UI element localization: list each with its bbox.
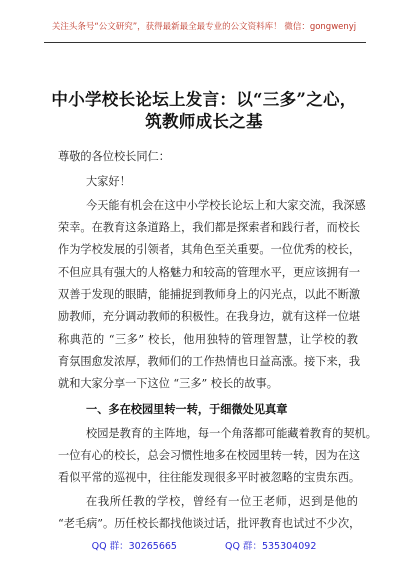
footer-qq-group-1: QQ 群：30265665 xyxy=(91,541,177,552)
salutation: 尊敬的各位校长同仁： xyxy=(58,150,170,163)
paragraph-line: 双善于发现的眼睛，能捕捉到教师身上的闪光点，以此不断激 xyxy=(58,288,361,301)
footer-contact xyxy=(0,538,408,552)
paragraph-line: 一位有心的校长，总会习惯性地多在校园里转一转，因为在这 xyxy=(58,449,361,462)
document-title-line-2: 筑教师成长之基 xyxy=(145,112,263,131)
paragraph-line: “老毛病”。历任校长都找他谈过话，批评教育也试过不少次， xyxy=(58,517,361,530)
paragraph-line: 看似平常的巡视中，往往能发现很多平时被忽略的宝贵东西。 xyxy=(58,471,361,484)
paragraph-line: 在我所任教的学校，曾经有一位王老师，迟到是他的 xyxy=(86,495,358,508)
section-heading: 一、多在校园里转一转，于细微处见真章 xyxy=(86,402,288,416)
paragraph-line: 称典范的 “三多” 校长，他用独特的管理智慧，让学校的教 xyxy=(58,333,358,346)
paragraph-line: 校园是教育的主阵地，每一个角落都可能藏着教育的契机。 xyxy=(86,427,377,440)
paragraph-line: 荣幸。在教育这条道路上，我们都是探索者和践行者，而校长 xyxy=(58,221,361,234)
paragraph-line: 就和大家分享一下这位 “三多” 校长的故事。 xyxy=(58,377,278,390)
paragraph-line: 不但应具有强大的人格魅力和较高的管理水平，更应该拥有一 xyxy=(58,266,361,279)
paragraph-line: 励教师，充分调动教师的积极性。在我身边，就有这样一位堪 xyxy=(58,310,361,323)
header-divider xyxy=(44,42,366,43)
paragraph-line: 作为学校发展的引领者，其角色至关重要。一位优秀的校长， xyxy=(58,243,361,256)
document-title-line-1: 中小学校长论坛上发言：以“三多”之心， xyxy=(51,90,357,109)
header-promo-note: 关注头条号“公文研究”，获得最新最全最专业的公文资料库！ 微信：gongwenyj xyxy=(51,22,357,32)
greeting: 大家好！ xyxy=(86,175,131,188)
paragraph-line: 今天能有机会在这中小学校长论坛上和大家交流，我深感 xyxy=(86,199,366,212)
paragraph-line: 育氛围愈发浓厚，教师们的工作热情也日益高涨。接下来，我 xyxy=(58,355,361,368)
footer-qq-group-2: QQ 群：535304092 xyxy=(224,541,317,552)
